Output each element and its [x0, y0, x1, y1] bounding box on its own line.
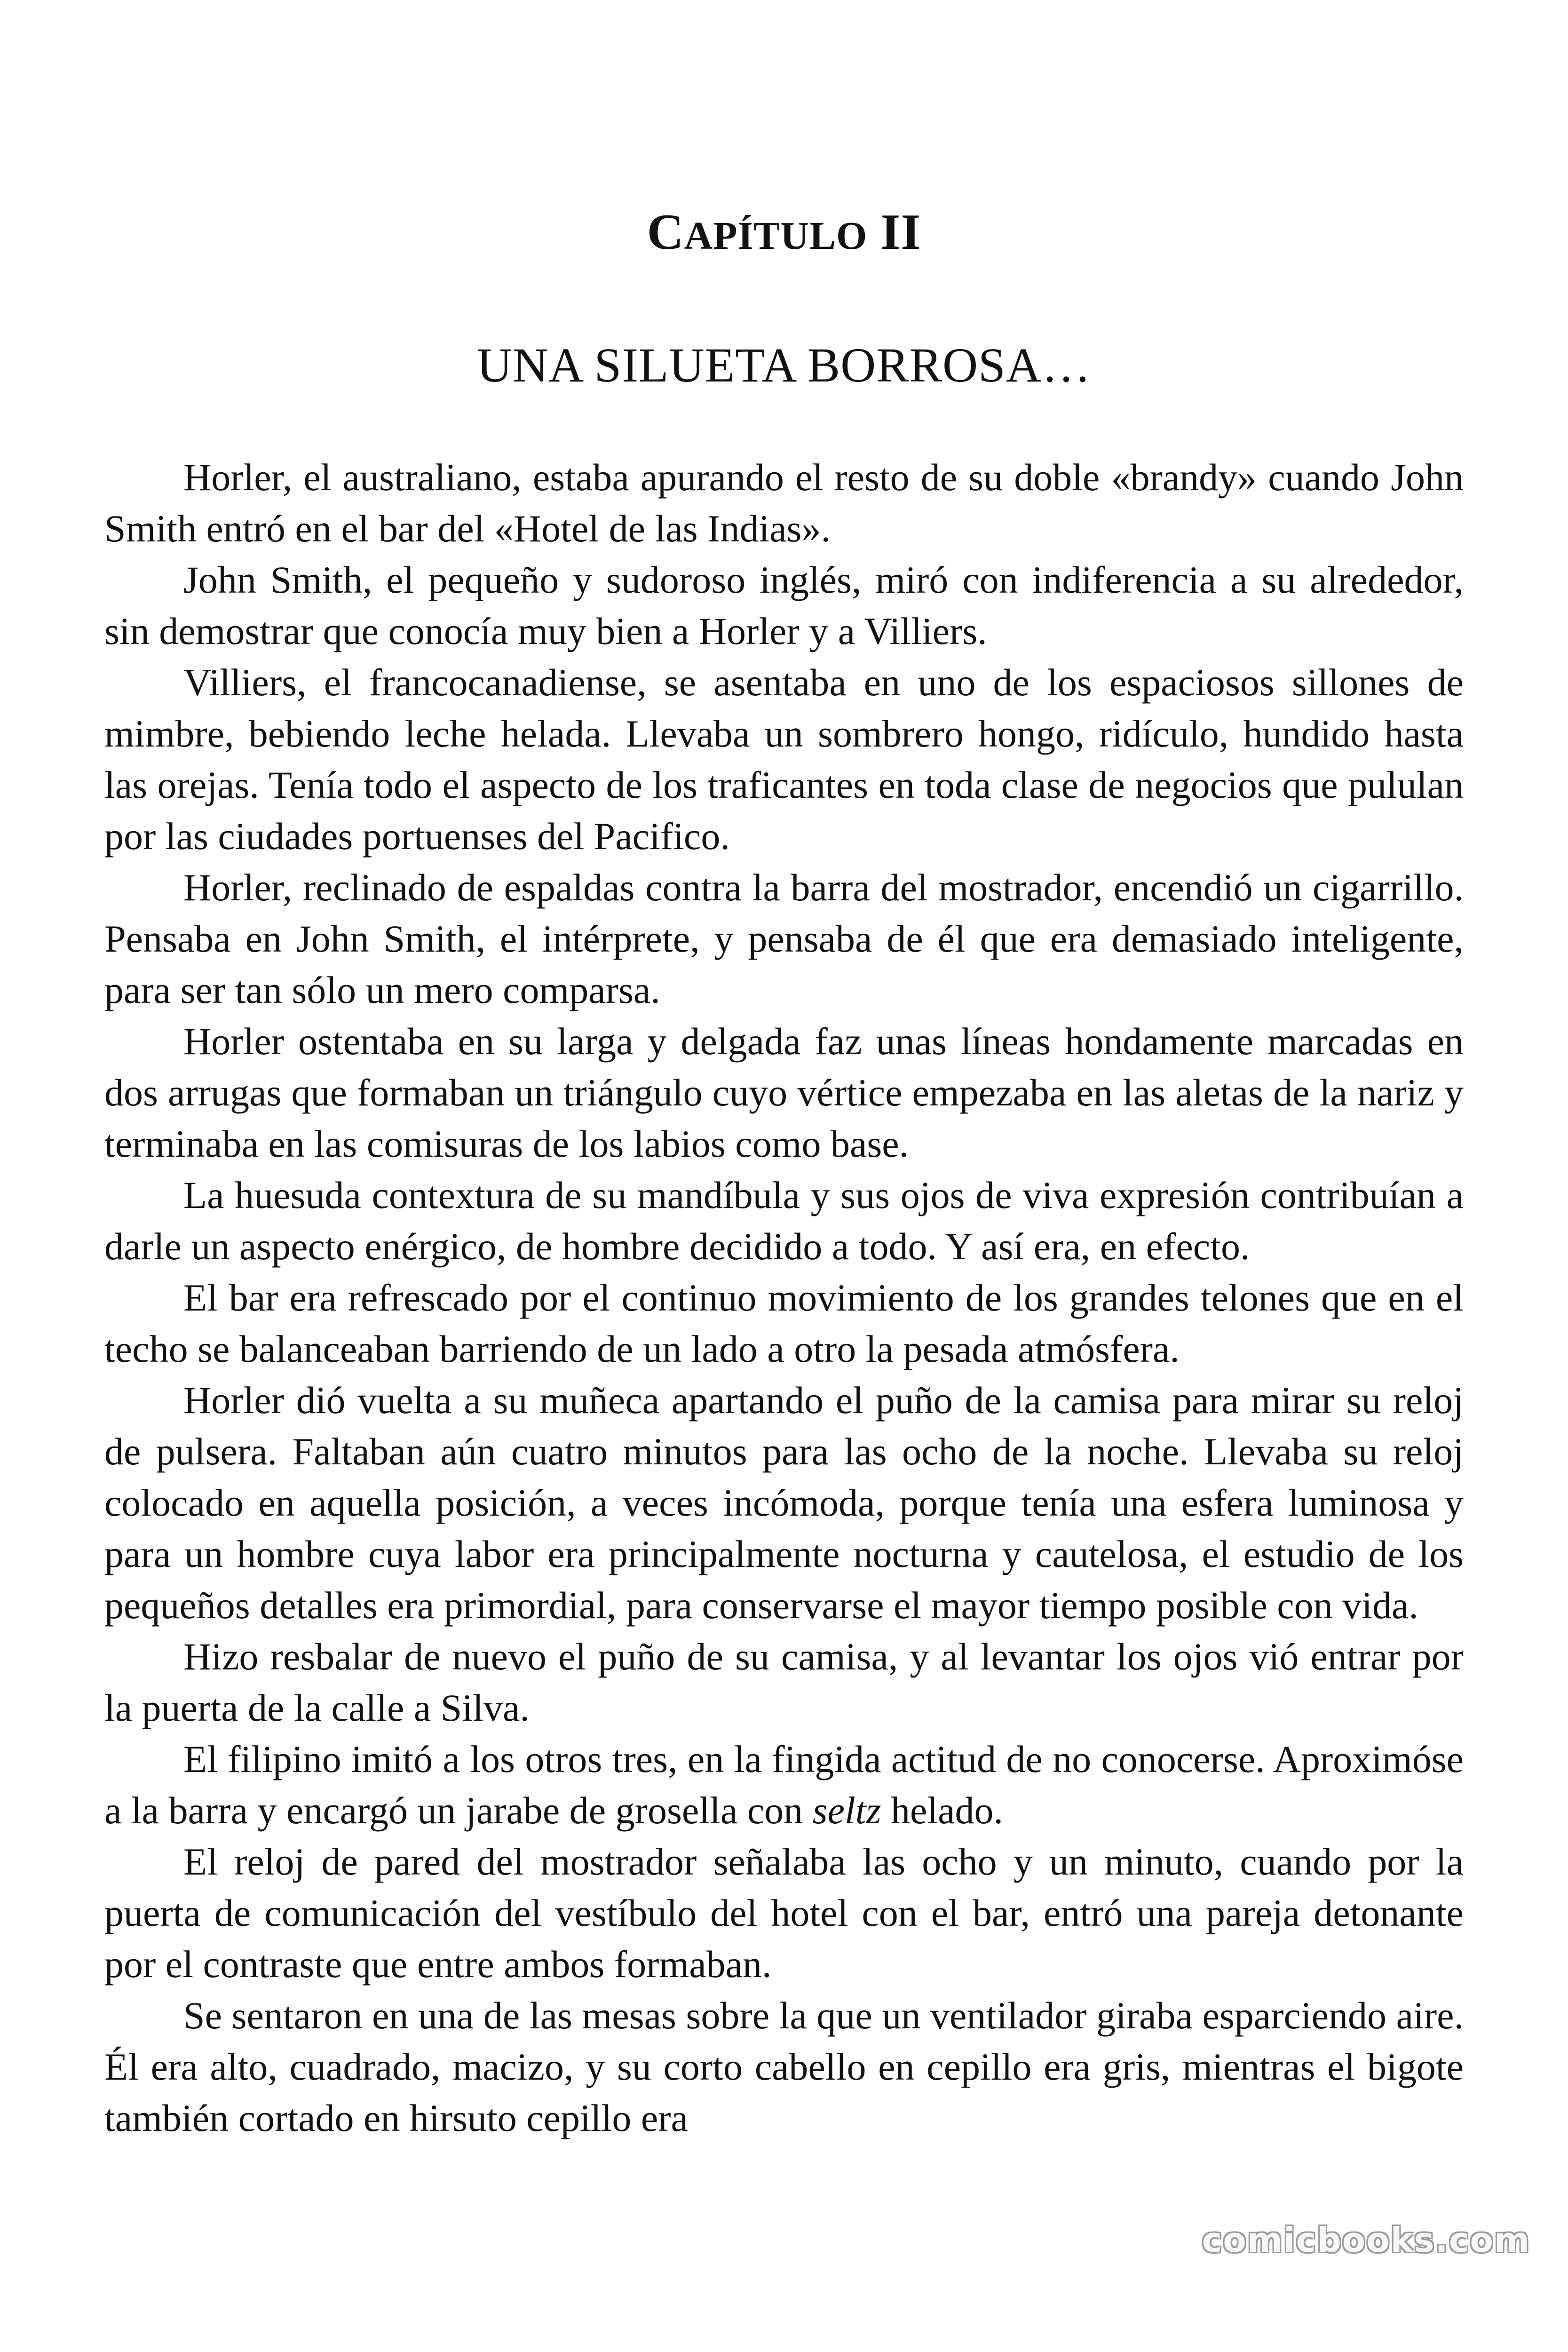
paragraph: Villiers, el francocanadiense, se asentaba en uno de los espaciosos sillones de mimbre, bebiendo leche helada. Llevaba un sombrero hongo, ridículo, hundido hasta las orejas. Tenía todo el aspecto de los traficantes en toda clase de negocios que pululan por las ciudades portuenses del Pacifico.: [104, 661, 1464, 858]
chapter-word-rest: APÍTULO: [684, 214, 868, 258]
paragraph: Horler, el australiano, estaba apurando el resto de su doble «brandy» cuando John Smith entró en el bar del «Hotel de las Indias».: [104, 456, 1464, 550]
paragraph: Horler ostentaba en su larga y delgada faz unas líneas hondamente marcadas en dos arrugas que formaban un triángulo cuyo vértice empezaba en las aletas de la nariz y terminaba en las comisuras de los labios como base.: [104, 1020, 1464, 1165]
paragraph: Horler dió vuelta a su muñeca apartando el puño de la camisa para mirar su reloj de pulsera. Faltaban aún cuatro minutos para las ocho de la noche. Llevaba su reloj colocado en aquella posición, a veces incómoda, porque tenía una esfera luminosa y para un hombre cuya labor era principalmente nocturna y cautelosa, el estudio de los pequeños detalles era primordial, para conservarse el mayor tiempo posible con vida.: [104, 1379, 1464, 1627]
chapter-number: II: [880, 204, 921, 260]
paragraph: El reloj de pared del mostrador señalaba las ocho y un minuto, cuando por la puerta de comunicación del vestíbulo del hotel con el bar, entró una pareja detonante por el contraste que entre ambos formaban.: [104, 1840, 1464, 1986]
site-watermark: comicbooks.com: [1202, 2220, 1530, 2260]
chapter-heading: [0, 204, 1568, 260]
paragraph: Horler, reclinado de espaldas contra la barra del mostrador, encendió un cigarrillo. Pensaba en John Smith, el intérprete, y pensaba de él que era demasiado inteligente, para ser tan sólo un mero comparsa.: [104, 866, 1464, 1011]
paragraph: Hizo resbalar de nuevo el puño de su camisa, y al levantar los ojos vió entrar por la puerta de la calle a Silva.: [104, 1635, 1464, 1729]
chapter-word-initial: C: [647, 204, 684, 260]
italic-word: seltz: [812, 1789, 881, 1832]
paragraph: Se sentaron en una de las mesas sobre la que un ventilador giraba esparciendo aire. Él era alto, cuadrado, macizo, y su corto cabello en cepillo era gris, mientras el bigote también cortado en hirsuto cepillo era: [104, 1994, 1464, 2139]
paragraph: El bar era refrescado por el continuo movimiento de los grandes telones que en el techo se balanceaban barriendo de un lado a otro la pesada atmósfera.: [104, 1276, 1464, 1370]
paragraph-text: helado.: [881, 1789, 1004, 1832]
paragraph: John Smith, el pequeño y sudoroso inglés, miró con indiferencia a su alrededor, sin demostrar que conocía muy bien a Horler y a Villiers.: [104, 558, 1464, 652]
paragraph-with-italic: [104, 1733, 1464, 1836]
paragraph-text: El filipino imitó a los otros tres, en la fingida actitud de no conocerse. Aproximóse a la barra y encargó un jarabe de grosella con: [104, 1738, 1464, 1832]
body-text: [104, 452, 1464, 2144]
paragraph: La huesuda contextura de su mandíbula y sus ojos de viva expresión contribuían a darle un aspecto enérgico, de hombre decidido a todo. Y así era, en efecto.: [104, 1174, 1464, 1268]
chapter-title: UNA SILUETA BORROSA…: [476, 338, 1092, 392]
